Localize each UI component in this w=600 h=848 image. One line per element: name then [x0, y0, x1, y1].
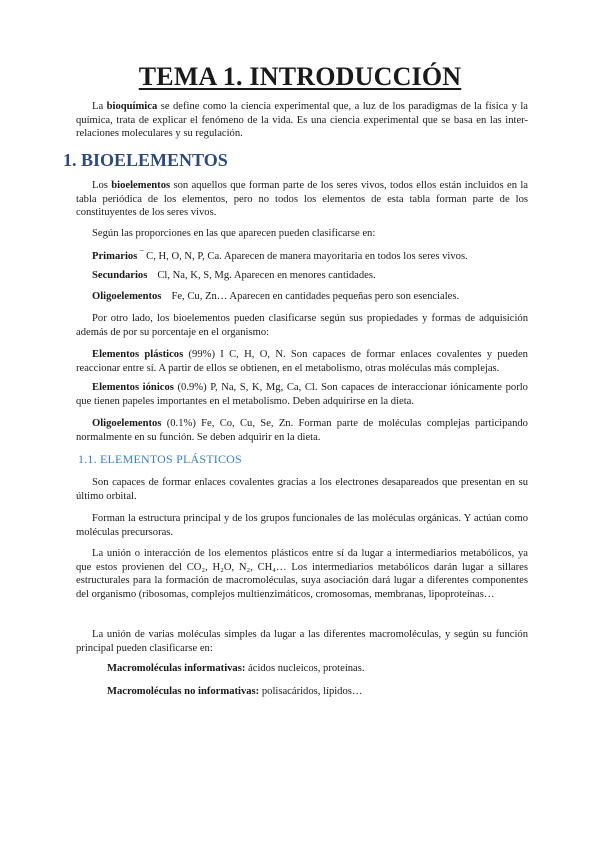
def-after: son aquellos que forman parte de los seres vivos, todos ellos están incluidos en la tabla periódica de los elementos, pero no todos los elementos de esta tabla forman parte de los constituyentes de los seres vivos. — [76, 180, 529, 219]
proportions-intro: Según las proporciones en las que aparecen pueden clasificarse en: — [92, 228, 376, 239]
property-percent: (0.9%) — [177, 382, 207, 393]
property-percent: (99%) — [188, 349, 215, 360]
property-item — [76, 348, 528, 375]
proportion-text: Cl, Na, K, S, Mg. Aparecen en menores cantidades. — [157, 270, 376, 281]
proportion-mark: ‾ — [139, 251, 144, 262]
plasticos-paragraph: La unión o interacción de los elementos plásticos entre sí da lugar a intermediarios metabólicos, ya que estos provienen del CO₂, H₂O, N₂, CH₄… Los intermediarios metabólicos darán lugar a sillares estructurales para la formación de macromoléculas, suya asociación dará lugar a diferentes componentes del organismo (ribosomas, complejos multienzimáticos, cromosomas, membranas, lipoproteínas… — [76, 548, 528, 600]
section-heading-bioelementos: 1. BIOELEMENTOS — [63, 150, 228, 170]
intro-before: La — [92, 101, 107, 112]
property-label: Elementos iónicos — [92, 382, 174, 393]
def-before: Los — [92, 180, 112, 191]
macromolecule-text: polisacáridos, lípidos… — [259, 686, 363, 697]
proportion-item — [92, 269, 376, 283]
property-percent: (0.1%) — [166, 418, 196, 429]
property-item — [76, 417, 528, 444]
intro-term: bioquímica — [106, 101, 158, 112]
proportion-item — [92, 290, 459, 304]
plasticos-paragraph: Forman la estructura principal y de los grupos funcionales de las moléculas orgánicas. Y actúan como moléculas precursoras. — [76, 513, 528, 538]
property-text: P, Na, S, K, Mg, Ca, Cl. Son capaces de interaccionar iónicamente porlo que tienen papeles importantes en el metabolismo. Deben adquirirse en la dieta. — [76, 382, 528, 407]
macromolecule-label: Macromoléculas informativas: — [107, 663, 246, 674]
proportion-label: Oligoelementos — [92, 291, 162, 302]
plasticos-paragraph: La unión de varias moléculas simples da lugar a las diferentes macromoléculas, y según su función principal pueden clasificarse en: — [76, 629, 528, 654]
property-text: Fe, Co, Cu, Se, Zn. Forman parte de moléculas complejas participando normalmente en su función. Se deben adquirir en la dieta. — [76, 418, 528, 443]
property-item — [76, 381, 528, 408]
macromolecule-text: ácidos nucleicos, proteínas. — [245, 663, 365, 674]
subsection-heading-elementos-plasticos: 1.1. ELEMENTOS PLÁSTICOS — [78, 452, 242, 466]
properties-intro: Por otro lado, los bioelementos pueden clasificarse según sus propiedades y formas de adquisición además de por su porcentaje en el organismo: — [76, 313, 528, 338]
intro-paragraph — [76, 100, 528, 141]
page-title: TEMA 1. INTRODUCCIÓN — [138, 62, 462, 91]
plasticos-paragraph: Son capaces de formar enlaces covalentes gracias a los electrones desapareados que presentan en su último orbital. — [76, 477, 528, 502]
proportion-label: Primarios — [92, 251, 138, 262]
def-term: bioelementos — [111, 180, 171, 191]
proportion-label: Secundarios — [92, 270, 148, 281]
property-text: I C, H, O, N. Son capaces de formar enlaces covalentes y pueden reaccionar entre sí. A partir de ellos se obtienen, en el metabolismo, otras moléculas más complejas. — [76, 349, 528, 374]
property-label: Elementos plásticos — [92, 349, 184, 360]
proportion-item — [92, 250, 468, 264]
property-label: Oligoelementos — [92, 418, 162, 429]
macromolecule-label: Macromoléculas no informativas: — [107, 686, 260, 697]
macromolecule-item — [107, 662, 365, 676]
proportion-text: Fe, Cu, Zn… Aparecen en cantidades pequeñas pero son esenciales. — [171, 291, 460, 302]
macromolecule-item — [107, 685, 363, 699]
bioelementos-definition — [76, 179, 528, 220]
proportion-text: C, H, O, N, P, Ca. Aparecen de manera mayoritaria en todos los seres vivos. — [146, 251, 468, 262]
intro-after: se define como la ciencia experimental que, a luz de los paradigmas de la física y la química, trata de explicar el fenómeno de la vida. Es una ciencia experimental que se basa en las inter-relaciones moleculares y su regulación. — [76, 101, 528, 140]
